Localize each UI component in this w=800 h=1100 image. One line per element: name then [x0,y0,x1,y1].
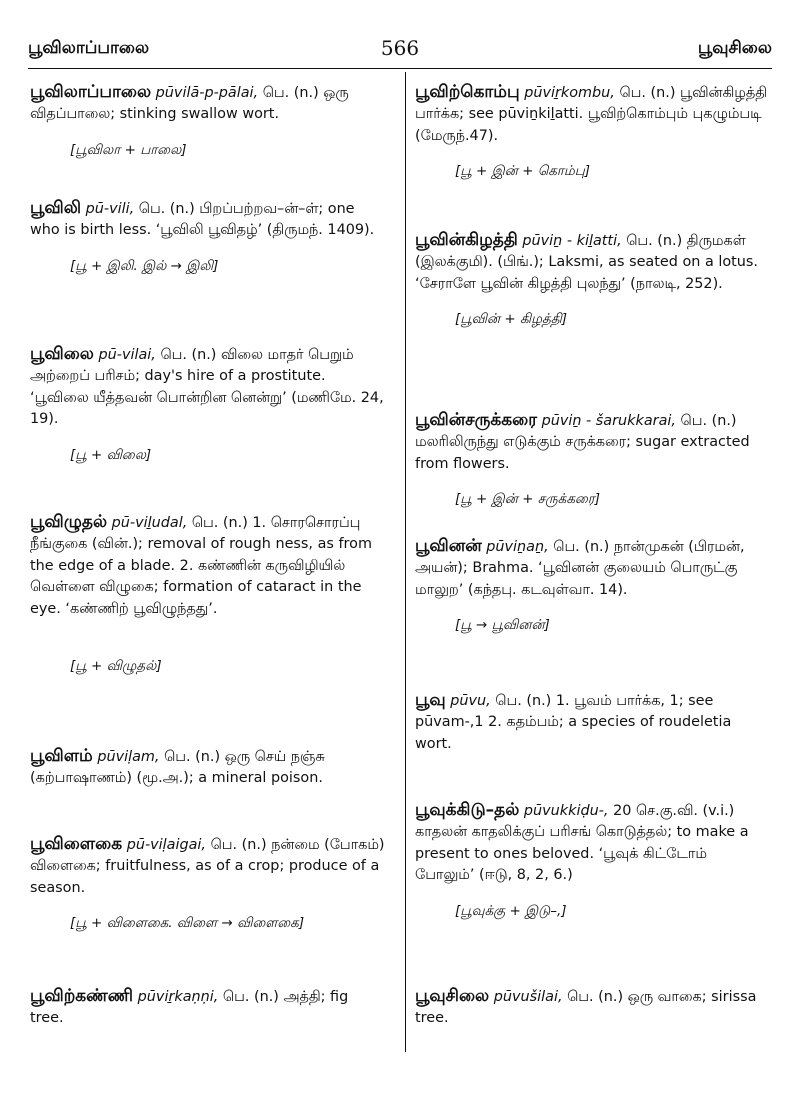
definition: பெ. (n.) ஒரு விதப்பாலை; stinking swallow wort. [30,85,349,123]
etymology: [பூ + விளைகை. விளை → விளைகை] [70,915,305,932]
entry [415,986,770,1030]
transliteration: pūvušilai, [493,989,563,1005]
headword: பூவின்சருக்கரை [415,410,537,430]
etymology: [பூவுக்கு + இடு–,] [455,902,567,919]
definition: பெ. (n.) பிறப்பற்றவ–ன்–ள்; one who is birth less. ‘பூவிலி பூவிதழ்’ (திருமந். 1409). [30,201,375,239]
entry [30,746,385,790]
header-left-guideword: பூவிலாப்பாலை [28,38,150,58]
headword: பூவிளைகை [30,834,123,854]
definition: பெ. (n.) நன்மை (போகம்) விளைகை; fruitfulness, as of a crop; produce of a season. [30,837,385,896]
etymology: [பூவின் + கிழத்தி] [455,311,568,328]
headword: பூவுக்கிடு–தல் [415,800,520,820]
headword: பூவிழுதல் [30,512,108,532]
transliteration: pū-viḷaigai, [126,837,206,853]
headword: பூவின்கிழத்தி [415,230,518,250]
page-header [28,36,772,64]
entry [415,690,770,755]
transliteration: pūvu, [450,693,491,709]
entry [30,834,385,935]
headword: பூவிலாப்பாலை [30,82,152,102]
entry [30,344,385,466]
headword: பூவிலை [30,344,94,364]
transliteration: pūvukkiḍu-, [523,803,609,819]
definition: பெ. (n.) 1. சொரசொரப்பு நீங்குகை (வின்.); removal of rough ness, as from the edge of a blade. 2. கண்ணின் கருவிழியில் வெள்ளை விழுகை; formation of cataract in the eye. ‘கண்ணிற் பூவிழுந்தது’. [30,515,372,617]
transliteration: pūviṉ - šarukkarai, [541,413,676,429]
definition: பெ. (n.) 1. பூவம் பார்க்க, 1; see pūvam-,1 2. கதம்பம்; a species of roudeletia wort. [415,693,732,752]
entry [30,512,385,677]
headword: பூவிலி [30,198,82,218]
entry [30,986,385,1030]
entry [415,536,770,637]
entry [415,230,770,331]
definition: பெ. (n.) பூவின்கிழத்தி பார்க்க; see pūviṉkiḻatti. பூவிற்கொம்பும் புகழும்படி (மேருந்.47). [415,85,768,144]
etymology: [பூ + இன் + கொம்பு] [455,163,591,180]
etymology: [பூவிலா + பாலை] [70,141,187,158]
entry [30,198,385,277]
transliteration: pūvilā-p-pālai, [155,85,259,101]
page-number: 566 [380,36,420,60]
definition: பெ. (n.) ஒரு வாகை; sirissa tree. [415,989,757,1027]
transliteration: pū-vilai, [98,347,156,363]
definition: பெ. (n.) மலரிலிருந்து எடுக்கும் சருக்கரை; sugar extracted from flowers. [415,413,750,472]
definition: பெ. (n.) ஒரு செய் நஞ்சு (கற்பாஷாணம்) (மூ.அ.); a mineral poison. [30,749,325,787]
headword: பூவிளம் [30,746,93,766]
definition: பெ. (n.) அத்தி; fig tree. [30,989,349,1027]
transliteration: pūviṉ - kiḻatti, [522,233,622,249]
definition: பெ. (n.) திருமகள் (இலக்குமி). (பிங்.); Laksmi, as seated on a lotus. ‘சேராளே பூவின் கிழத்தி புலந்து’ (நாலடி, 252). [415,233,758,292]
headword: பூவு [415,690,446,710]
headword: பூவிற்கண்ணி [30,986,134,1006]
etymology: [பூ + விலை] [70,446,152,463]
etymology: [பூ → பூவினன்] [455,617,550,634]
etymology: [பூ + இலி. இல் → இலி] [70,257,219,274]
headword: பூவிற்கொம்பு [415,82,520,102]
transliteration: pūviṉaṉ, [486,539,549,555]
entry [415,800,770,922]
entry [30,82,385,161]
definition: பெ. (n.) விலை மாதர் பெறும் அற்றைப் பரிசம்; day's hire of a prostitute. ‘பூவிலை யீத்தவன் பொன்றின னென்று’ (மணிமே. 24, 19). [30,347,384,428]
entry [415,410,770,511]
transliteration: pūviṟkaṇṇi, [137,989,219,1005]
transliteration: pū-viḻudal, [111,515,188,531]
transliteration: pūviṟkombu, [524,85,615,101]
entry [415,82,770,183]
definition: 20 செ.கு.வி. (v.i.) காதலன் காதலிக்குப் பரிசங் கொடுத்தல்; to make a present to ones beloved. ‘பூவுக் கிட்டோம் போலும்’ (ஈடு, 8, 2, 6.) [415,803,749,884]
column-divider [405,72,406,1052]
transliteration: pūviḷam, [97,749,160,765]
transliteration: pū-vili, [85,201,135,217]
headword: பூவுசிலை [415,986,490,1006]
headword: பூவினன் [415,536,482,556]
header-rule [28,68,772,69]
definition: பெ. (n.) நான்முகன் (பிரமன், அயன்); Brahma. ‘பூவினன் குலையம் பொருட்கு மாலுற’ (கந்தபு. கடவுள்வா. 14). [415,539,745,598]
etymology: [பூ + இன் + சருக்கரை] [455,491,600,508]
etymology: [பூ + விழுதல்] [70,658,162,675]
header-right-guideword: பூவுசிலை [697,38,772,58]
